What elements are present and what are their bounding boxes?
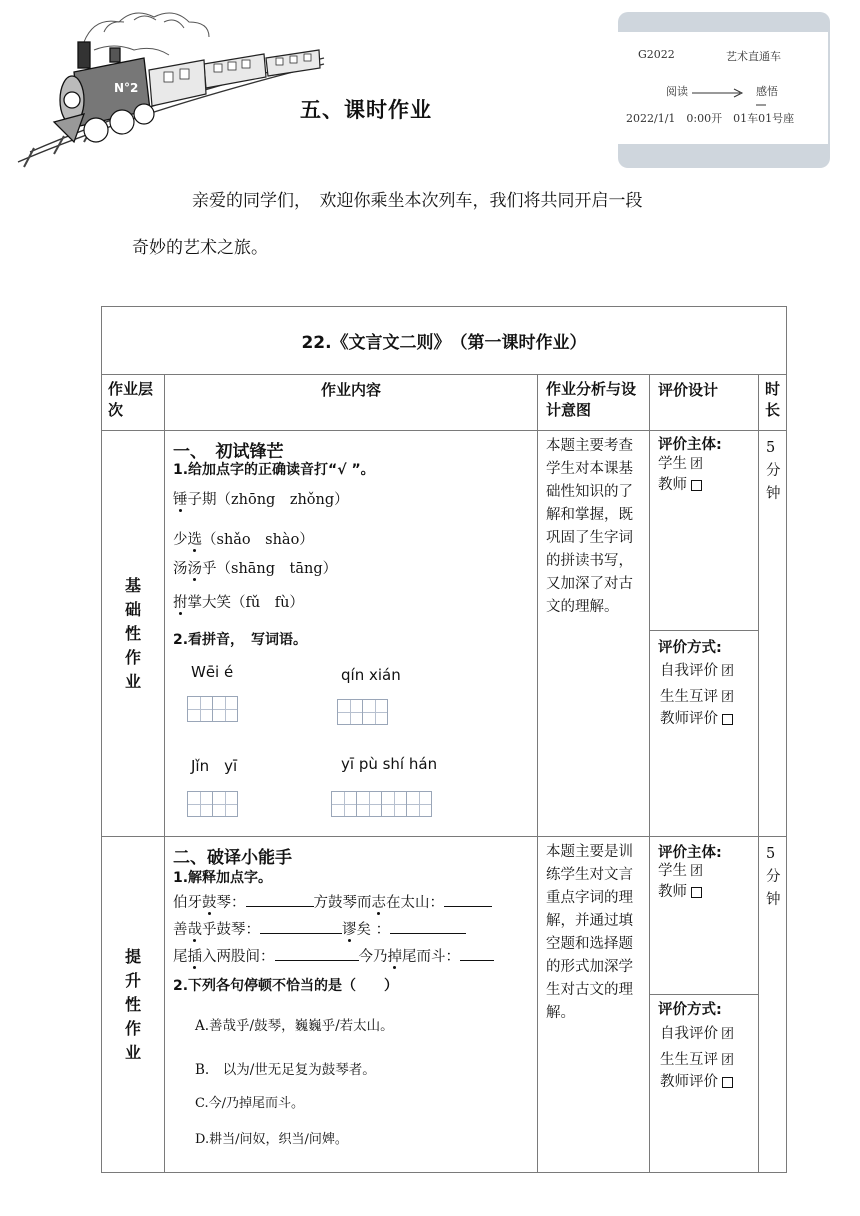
eval-method-label: 评价方式:: [658, 1002, 722, 1018]
pinyin-prompt: qín xián: [341, 666, 401, 684]
content-basic: [165, 431, 538, 837]
intro-line-1: 亲爱的同学们， 欢迎你乘坐本次列车，我们将共同开启一段: [192, 191, 643, 211]
level-improve: 提升性作业: [102, 837, 165, 1173]
eval-option: 教师评价: [660, 1070, 733, 1091]
reading-item: 锤子期（zhōng zhǒng）: [173, 492, 349, 508]
question-2: 2.看拼音， 写词语。: [173, 632, 308, 648]
fill-blank-line: 尾插入两股间： 今乃掉尾而斗：: [173, 945, 494, 966]
reading-item: 拊掌大笑（fǔ fù）: [173, 595, 304, 611]
eval-option: 生生互评 团: [660, 685, 734, 706]
eval-option: 学生 团: [658, 859, 703, 880]
pinyin-prompt: Jǐn yī: [191, 757, 238, 775]
checkbox-icon: [722, 714, 733, 725]
checkbox-icon: [722, 1077, 733, 1088]
checked-box-icon: 团: [721, 690, 735, 705]
pinyin-prompt: Wēi é: [191, 663, 234, 681]
section-title: 五、课时作业: [300, 98, 432, 122]
eval-improve: [650, 837, 759, 1173]
choice-option[interactable]: C.今/乃掉尾而斗。: [195, 1096, 304, 1111]
eval-option: 教师评价: [660, 707, 733, 728]
eval-subject-label: 评价主体:: [658, 845, 722, 861]
eval-option: 教师: [658, 880, 702, 901]
section-heading: 一、 初试锋芒: [173, 442, 284, 462]
choice-option[interactable]: A.善哉乎/鼓琴，巍巍乎/若太山。: [195, 1018, 394, 1034]
reading-item: 少选（shǎo shào）: [173, 532, 314, 548]
eval-option: 生生互评 团: [660, 1048, 734, 1069]
train-illustration: [14, 2, 334, 170]
checked-box-icon: 团: [721, 1027, 735, 1042]
writing-grid[interactable]: [187, 696, 238, 722]
eval-option: 自我评价 团: [660, 659, 734, 680]
arrow-right-icon: [692, 88, 744, 98]
ticket-name: 艺术直通车: [726, 50, 781, 63]
eval-option: 自我评价 团: [660, 1022, 734, 1043]
analysis-basic: 本题主要考查学生对本课基础性知识的了解和掌握，既巩固了生字词的拼读书写，又加深了对古文的理解。: [538, 431, 650, 837]
eval-option: 教师: [658, 473, 702, 494]
eval-subject-label: 评价主体:: [658, 437, 722, 453]
train-ticket: [616, 12, 830, 168]
choice-option[interactable]: B. 以为/世无足复为鼓琴者。: [195, 1062, 376, 1078]
checkbox-icon: [691, 480, 702, 491]
duration-improve: 5分钟: [759, 837, 787, 1173]
section-heading: 二、破译小能手: [173, 848, 292, 868]
question-2: 2.下列各句停顿不恰当的是（ ）: [173, 978, 399, 994]
fill-blank-line: 伯牙鼓琴： 方鼓琴而志在太山：: [173, 891, 492, 912]
checkbox-icon: [691, 887, 702, 898]
header-content: 作业内容: [165, 375, 538, 431]
choice-option[interactable]: D.耕当/问奴，织当/问婢。: [195, 1132, 348, 1147]
fill-blank-line: 善哉乎鼓琴： 谬矣 ：: [173, 918, 466, 939]
eval-basic: [650, 431, 759, 837]
checked-box-icon: 团: [690, 864, 704, 879]
table-title: 22.《文言文二则》 （第一课时作业）: [102, 307, 787, 375]
writing-grid[interactable]: [331, 791, 432, 817]
svg-text:N°2: N°2: [114, 81, 139, 95]
homework-table: [101, 306, 787, 1173]
writing-grid[interactable]: [337, 699, 388, 725]
question-1: 1.解释加点字。: [173, 870, 273, 886]
header-analysis: 作业分析与设计意图: [538, 375, 650, 431]
checked-box-icon: 团: [690, 457, 704, 472]
header-level: 作业层次: [102, 375, 165, 431]
question-1: 1.给加点字的正确读音打“√ ”。: [173, 462, 375, 478]
intro-line-2: 奇妙的艺术之旅。: [132, 238, 268, 258]
header-duration: 时长: [759, 375, 787, 431]
reading-item: 汤汤乎（shāng tāng）: [173, 561, 338, 577]
checked-box-icon: 团: [721, 1053, 735, 1068]
analysis-improve: 本题主要是训练学生对文言重点字词的理解，并通过填空题和选择题的形式加深学生对古文的理解。: [538, 837, 650, 1173]
pinyin-prompt: yī pù shí hán: [341, 755, 438, 773]
content-improve: [165, 837, 538, 1173]
checked-box-icon: 团: [721, 664, 735, 679]
ticket-to: 感悟: [756, 85, 778, 98]
ticket-from: 阅读: [666, 85, 688, 98]
ticket-code: G2022: [638, 48, 675, 61]
eval-method-label: 评价方式:: [658, 640, 722, 656]
ticket-datetime: 2022/1/1 0:00开 01车01号座: [626, 112, 795, 125]
header-eval: 评价设计: [650, 375, 759, 431]
duration-basic: 5分钟: [759, 431, 787, 837]
writing-grid[interactable]: [187, 791, 238, 817]
level-basic: 基础性作业: [102, 431, 165, 837]
eval-option: 学生 团: [658, 452, 703, 473]
